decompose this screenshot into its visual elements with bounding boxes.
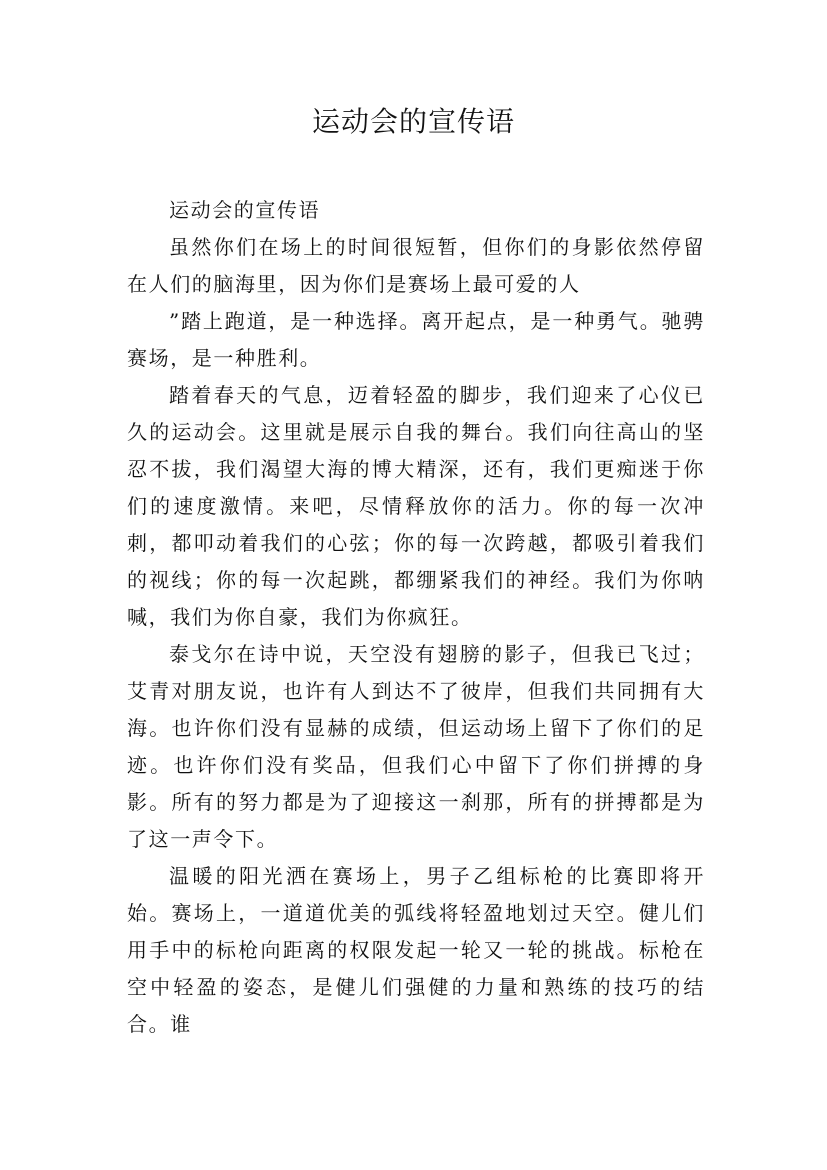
paragraph: 踏着春天的气息，迈着轻盈的脚步，我们迎来了心仪已久的运动会。这里就是展示自我的舞台。我们向往高山的坚忍不拔，我们渴望大海的博大精深，还有，我们更痴迷于你们的速度激情。来吧，尽情释放你的活力。你的每一次冲刺，都叩动着我们的心弦；你的每一次跨越，都吸引着我们的视线；你的每一次起跳，都绷紧我们的神经。我们为你呐喊，我们为你自豪，我们为你疯狂。 (127, 383, 705, 629)
document-body (127, 192, 705, 1043)
paragraph: 温暖的阳光洒在赛场上，男子乙组标枪的比赛即将开始。赛场上，一道道优美的弧线将轻盈地划过天空。健儿们用手中的标枪向距离的权限发起一轮又一轮的挑战。标枪在空中轻盈的姿态，是健儿们强健的力量和熟练的技巧的结合。谁 (127, 864, 705, 1036)
paragraph: 泰戈尔在诗中说，天空没有翅膀的影子，但我已飞过；艾青对朋友说，也许有人到达不了彼岸，但我们共同拥有大海。也许你们没有显赫的成绩，但运动场上留下了你们的足迹。也许你们没有奖品，但我们心中留下了你们拼搏的身影。所有的努力都是为了迎接这一刹那，所有的拼搏都是为了这一声令下。 (127, 642, 705, 851)
paragraph-subtitle: 运动会的宣传语 (169, 198, 321, 222)
paragraph: ”踏上跑道，是一种选择。离开起点，是一种勇气。驰骋赛场，是一种胜利。 (127, 309, 705, 370)
paragraph: 虽然你们在场上的时间很短暂，但你们的身影依然停留在人们的脑海里，因为你们是赛场上最可爱的人 (127, 235, 705, 296)
document-title: 运动会的宣传语 (311, 105, 515, 138)
